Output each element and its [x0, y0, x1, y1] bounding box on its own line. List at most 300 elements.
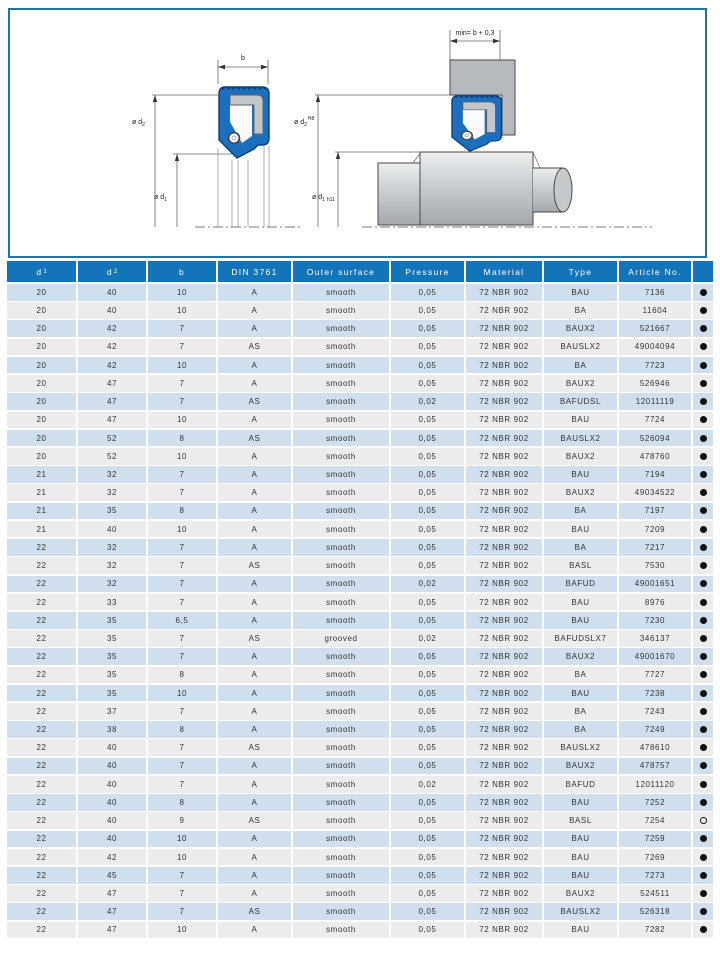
- cell-outer-surface: smooth: [293, 739, 389, 756]
- cell-d2: 40: [78, 284, 146, 301]
- filled-dot-icon: [700, 580, 707, 587]
- cell-b: 10: [148, 284, 216, 301]
- cell-pressure: 0,05: [391, 922, 464, 939]
- filled-dot-icon: [700, 398, 707, 405]
- cell-availability: [693, 831, 713, 848]
- cell-outer-surface: smooth: [293, 831, 389, 848]
- filled-dot-icon: [700, 489, 707, 496]
- dim-min-label: min= b + 0,3: [455, 30, 495, 37]
- cell-availability: [693, 448, 713, 465]
- cell-b: 6,5: [148, 612, 216, 629]
- cell-material: 72 NBR 902: [466, 557, 542, 574]
- table-row: [7, 503, 713, 520]
- cell-type: BAU: [544, 612, 617, 629]
- cell-din-3761: A: [218, 831, 291, 848]
- filled-dot-icon: [700, 872, 707, 879]
- cell-outer-surface: smooth: [293, 375, 389, 392]
- cell-availability: [693, 849, 713, 866]
- cell-pressure: 0,05: [391, 885, 464, 902]
- cell-d1: 20: [7, 284, 76, 301]
- table-row: [7, 448, 713, 465]
- seal-specification-table: [7, 261, 713, 940]
- seal-cross-section: [219, 87, 269, 158]
- cell-d1: 20: [7, 320, 76, 337]
- cell-type: BAUSLX2: [544, 339, 617, 356]
- cell-material: 72 NBR 902: [466, 302, 542, 319]
- cell-d2: 40: [78, 302, 146, 319]
- cell-outer-surface: smooth: [293, 430, 389, 447]
- cell-outer-surface: smooth: [293, 320, 389, 337]
- cell-b: 7: [148, 539, 216, 556]
- cell-material: 72 NBR 902: [466, 375, 542, 392]
- cell-outer-surface: smooth: [293, 776, 389, 793]
- cell-availability: [693, 412, 713, 429]
- cell-b: 9: [148, 812, 216, 829]
- filled-dot-icon: [700, 617, 707, 624]
- cell-din-3761: A: [218, 849, 291, 866]
- filled-dot-icon: [700, 854, 707, 861]
- filled-dot-icon: [700, 890, 707, 897]
- cell-article-no: 7269: [619, 849, 691, 866]
- cell-type: BAFUD: [544, 576, 617, 593]
- table-row: [7, 648, 713, 665]
- cell-din-3761: A: [218, 302, 291, 319]
- cell-article-no: 7136: [619, 284, 691, 301]
- cell-article-no: 7249: [619, 721, 691, 738]
- cell-d1: 20: [7, 393, 76, 410]
- table-row: [7, 484, 713, 501]
- cell-d1: 22: [7, 648, 76, 665]
- cell-outer-surface: smooth: [293, 849, 389, 866]
- cell-article-no: 49004094: [619, 339, 691, 356]
- cell-outer-surface: grooved: [293, 630, 389, 647]
- cell-article-no: 49034522: [619, 484, 691, 501]
- shaft: [378, 152, 572, 225]
- cell-availability: [693, 739, 713, 756]
- table-row: [7, 739, 713, 756]
- filled-dot-icon: [700, 599, 707, 606]
- cell-pressure: 0,05: [391, 758, 464, 775]
- cell-article-no: 11604: [619, 302, 691, 319]
- cell-type: BAU: [544, 849, 617, 866]
- table-row: [7, 302, 713, 319]
- cell-availability: [693, 794, 713, 811]
- cell-d2: 40: [78, 812, 146, 829]
- table-body: [7, 284, 713, 938]
- cell-article-no: 346137: [619, 630, 691, 647]
- cell-d1: 20: [7, 448, 76, 465]
- cell-material: 72 NBR 902: [466, 812, 542, 829]
- seal-drawings: [10, 10, 705, 256]
- cell-b: 8: [148, 667, 216, 684]
- cell-outer-surface: smooth: [293, 284, 389, 301]
- cell-material: 72 NBR 902: [466, 703, 542, 720]
- cell-material: 72 NBR 902: [466, 612, 542, 629]
- cell-availability: [693, 576, 713, 593]
- cell-d2: 40: [78, 776, 146, 793]
- cell-type: BA: [544, 503, 617, 520]
- cell-pressure: 0,05: [391, 667, 464, 684]
- cell-din-3761: AS: [218, 903, 291, 920]
- cell-pressure: 0,05: [391, 557, 464, 574]
- cell-d1: 22: [7, 831, 76, 848]
- cell-type: BA: [544, 539, 617, 556]
- cell-b: 7: [148, 867, 216, 884]
- table-row: [7, 922, 713, 939]
- cell-d1: 22: [7, 630, 76, 647]
- cell-article-no: 7194: [619, 466, 691, 483]
- cell-b: 8: [148, 503, 216, 520]
- cell-material: 72 NBR 902: [466, 667, 542, 684]
- cell-type: BAU: [544, 685, 617, 702]
- cell-d2: 38: [78, 721, 146, 738]
- cell-pressure: 0,05: [391, 484, 464, 501]
- cell-b: 10: [148, 831, 216, 848]
- cell-d2: 40: [78, 831, 146, 848]
- filled-dot-icon: [700, 708, 707, 715]
- cell-pressure: 0,05: [391, 284, 464, 301]
- cell-b: 10: [148, 521, 216, 538]
- cell-availability: [693, 758, 713, 775]
- cell-outer-surface: smooth: [293, 667, 389, 684]
- cell-type: BAU: [544, 831, 617, 848]
- cell-type: BAUX2: [544, 885, 617, 902]
- cell-availability: [693, 430, 713, 447]
- filled-dot-icon: [700, 507, 707, 514]
- cell-b: 7: [148, 576, 216, 593]
- cell-type: BASL: [544, 812, 617, 829]
- cell-d2: 42: [78, 339, 146, 356]
- cell-outer-surface: smooth: [293, 521, 389, 538]
- cell-d1: 22: [7, 867, 76, 884]
- cell-pressure: 0,05: [391, 831, 464, 848]
- table-row: [7, 539, 713, 556]
- cell-article-no: 7727: [619, 667, 691, 684]
- cell-d1: 22: [7, 612, 76, 629]
- cell-article-no: 7724: [619, 412, 691, 429]
- dim-d1-h11-label: ø $d_1$ h11: [312, 194, 335, 203]
- dim-d1-label: ø $d_1$: [154, 194, 167, 203]
- cell-availability: [693, 466, 713, 483]
- cell-pressure: 0,05: [391, 539, 464, 556]
- cell-pressure: 0,02: [391, 576, 464, 593]
- column-header-din-3761: DIN 3761: [218, 261, 291, 282]
- cell-outer-surface: smooth: [293, 812, 389, 829]
- filled-dot-icon: [700, 726, 707, 733]
- table-row: [7, 466, 713, 483]
- cell-type: BAUX2: [544, 448, 617, 465]
- left-seal-drawing: [132, 55, 302, 227]
- cell-din-3761: A: [218, 922, 291, 939]
- cell-d1: 22: [7, 849, 76, 866]
- table-row: [7, 612, 713, 629]
- cell-article-no: 521667: [619, 320, 691, 337]
- cell-b: 8: [148, 721, 216, 738]
- table-row: [7, 667, 713, 684]
- cell-b: 10: [148, 685, 216, 702]
- table-row: [7, 594, 713, 611]
- cell-d1: 22: [7, 776, 76, 793]
- cell-pressure: 0,05: [391, 794, 464, 811]
- cell-din-3761: A: [218, 320, 291, 337]
- dim-b-label: b: [241, 55, 245, 62]
- cell-pressure: 0,05: [391, 339, 464, 356]
- cell-din-3761: A: [218, 448, 291, 465]
- cell-d1: 22: [7, 667, 76, 684]
- cell-d2: 45: [78, 867, 146, 884]
- table-row: [7, 885, 713, 902]
- cell-pressure: 0,05: [391, 648, 464, 665]
- cell-d2: 32: [78, 576, 146, 593]
- cell-type: BA: [544, 721, 617, 738]
- cell-b: 7: [148, 393, 216, 410]
- cell-type: BAU: [544, 922, 617, 939]
- cell-article-no: 7723: [619, 357, 691, 374]
- cell-b: 7: [148, 375, 216, 392]
- cell-material: 72 NBR 902: [466, 412, 542, 429]
- cell-d1: 22: [7, 794, 76, 811]
- filled-dot-icon: [700, 653, 707, 660]
- cell-article-no: 7254: [619, 812, 691, 829]
- cell-article-no: 524511: [619, 885, 691, 902]
- cell-type: BAUX2: [544, 758, 617, 775]
- filled-dot-icon: [700, 908, 707, 915]
- cell-type: BAUSLX2: [544, 739, 617, 756]
- cell-d1: 22: [7, 721, 76, 738]
- cell-d2: 40: [78, 794, 146, 811]
- filled-dot-icon: [700, 471, 707, 478]
- cell-d2: 35: [78, 667, 146, 684]
- filled-dot-icon: [700, 325, 707, 332]
- cell-outer-surface: smooth: [293, 302, 389, 319]
- cell-material: 72 NBR 902: [466, 357, 542, 374]
- cell-availability: [693, 393, 713, 410]
- cell-availability: [693, 284, 713, 301]
- cell-type: BAU: [544, 284, 617, 301]
- cell-article-no: 8976: [619, 594, 691, 611]
- cell-availability: [693, 630, 713, 647]
- column-header-type: Type: [544, 261, 617, 282]
- cell-material: 72 NBR 902: [466, 339, 542, 356]
- cell-d2: 47: [78, 885, 146, 902]
- cell-availability: [693, 648, 713, 665]
- cell-material: 72 NBR 902: [466, 885, 542, 902]
- cell-din-3761: A: [218, 576, 291, 593]
- cell-type: BAUX2: [544, 648, 617, 665]
- cell-din-3761: AS: [218, 430, 291, 447]
- cell-type: BAU: [544, 594, 617, 611]
- cell-b: 10: [148, 849, 216, 866]
- cell-d2: 35: [78, 612, 146, 629]
- cell-outer-surface: smooth: [293, 612, 389, 629]
- cell-availability: [693, 667, 713, 684]
- cell-din-3761: A: [218, 357, 291, 374]
- cell-d1: 22: [7, 922, 76, 939]
- cell-d2: 47: [78, 375, 146, 392]
- cell-article-no: 7243: [619, 703, 691, 720]
- column-header-pressure: Pressure: [391, 261, 464, 282]
- column-header-b: b: [148, 261, 216, 282]
- cell-din-3761: A: [218, 667, 291, 684]
- cell-material: 72 NBR 902: [466, 393, 542, 410]
- cell-din-3761: A: [218, 721, 291, 738]
- filled-dot-icon: [700, 671, 707, 678]
- cell-availability: [693, 375, 713, 392]
- cell-b: 7: [148, 758, 216, 775]
- cell-outer-surface: smooth: [293, 539, 389, 556]
- cell-din-3761: AS: [218, 630, 291, 647]
- filled-dot-icon: [700, 289, 707, 296]
- cell-availability: [693, 703, 713, 720]
- table-row: [7, 849, 713, 866]
- cell-availability: [693, 484, 713, 501]
- table-header-row: [7, 261, 713, 282]
- cell-b: 10: [148, 448, 216, 465]
- table-row: [7, 685, 713, 702]
- cell-din-3761: A: [218, 594, 291, 611]
- cell-material: 72 NBR 902: [466, 594, 542, 611]
- cell-din-3761: A: [218, 758, 291, 775]
- cell-b: 8: [148, 430, 216, 447]
- cell-outer-surface: smooth: [293, 393, 389, 410]
- cell-d2: 32: [78, 539, 146, 556]
- cell-b: 10: [148, 922, 216, 939]
- cell-material: 72 NBR 902: [466, 867, 542, 884]
- technical-drawing-panel: [8, 8, 707, 258]
- filled-dot-icon: [700, 762, 707, 769]
- cell-article-no: 7230: [619, 612, 691, 629]
- filled-dot-icon: [700, 526, 707, 533]
- cell-pressure: 0,05: [391, 503, 464, 520]
- cell-d2: 32: [78, 557, 146, 574]
- cell-d1: 22: [7, 576, 76, 593]
- dim-d2-h8-label: ø $d_2^{H8}$: [294, 116, 315, 128]
- cell-din-3761: A: [218, 375, 291, 392]
- cell-din-3761: A: [218, 539, 291, 556]
- cell-material: 72 NBR 902: [466, 776, 542, 793]
- table-row: [7, 721, 713, 738]
- cell-outer-surface: smooth: [293, 412, 389, 429]
- cell-d2: 40: [78, 521, 146, 538]
- filled-dot-icon: [700, 453, 707, 460]
- cell-d2: 40: [78, 739, 146, 756]
- cell-din-3761: AS: [218, 812, 291, 829]
- cell-type: BAUSLX2: [544, 903, 617, 920]
- cell-din-3761: A: [218, 284, 291, 301]
- cell-b: 7: [148, 776, 216, 793]
- table-row: [7, 430, 713, 447]
- cell-outer-surface: smooth: [293, 885, 389, 902]
- cell-pressure: 0,05: [391, 302, 464, 319]
- table-row: [7, 867, 713, 884]
- cell-din-3761: A: [218, 648, 291, 665]
- cell-article-no: 478760: [619, 448, 691, 465]
- cell-d1: 20: [7, 430, 76, 447]
- cell-type: BAFUD: [544, 776, 617, 793]
- table-row: [7, 776, 713, 793]
- cell-b: 7: [148, 339, 216, 356]
- cell-availability: [693, 320, 713, 337]
- cell-article-no: 478757: [619, 758, 691, 775]
- cell-outer-surface: smooth: [293, 339, 389, 356]
- filled-dot-icon: [700, 799, 707, 806]
- table-row: [7, 375, 713, 392]
- filled-dot-icon: [700, 307, 707, 314]
- cell-type: BAU: [544, 794, 617, 811]
- cell-b: 7: [148, 739, 216, 756]
- cell-pressure: 0,05: [391, 612, 464, 629]
- cell-b: 10: [148, 357, 216, 374]
- cell-material: 72 NBR 902: [466, 758, 542, 775]
- cell-din-3761: A: [218, 612, 291, 629]
- cell-availability: [693, 776, 713, 793]
- cell-outer-surface: smooth: [293, 466, 389, 483]
- cell-b: 7: [148, 648, 216, 665]
- cell-availability: [693, 685, 713, 702]
- filled-dot-icon: [700, 343, 707, 350]
- cell-d1: 21: [7, 484, 76, 501]
- cell-article-no: 12011119: [619, 393, 691, 410]
- cell-article-no: 49001651: [619, 576, 691, 593]
- cell-pressure: 0,05: [391, 448, 464, 465]
- filled-dot-icon: [700, 926, 707, 933]
- filled-dot-icon: [700, 690, 707, 697]
- cell-article-no: 526946: [619, 375, 691, 392]
- cell-material: 72 NBR 902: [466, 849, 542, 866]
- cell-material: 72 NBR 902: [466, 630, 542, 647]
- column-header-outer-surface: Outer surface: [293, 261, 389, 282]
- cell-material: 72 NBR 902: [466, 448, 542, 465]
- cell-availability: [693, 539, 713, 556]
- cell-d2: 47: [78, 903, 146, 920]
- cell-outer-surface: smooth: [293, 703, 389, 720]
- cell-d1: 20: [7, 357, 76, 374]
- table-row: [7, 393, 713, 410]
- right-installation-drawing: [294, 30, 652, 227]
- table-row: [7, 812, 713, 829]
- cell-material: 72 NBR 902: [466, 648, 542, 665]
- cell-outer-surface: smooth: [293, 685, 389, 702]
- cell-material: 72 NBR 902: [466, 521, 542, 538]
- cell-b: 10: [148, 412, 216, 429]
- cell-availability: [693, 503, 713, 520]
- cell-outer-surface: smooth: [293, 594, 389, 611]
- cell-type: BAUX2: [544, 375, 617, 392]
- cell-b: 7: [148, 557, 216, 574]
- cell-din-3761: A: [218, 503, 291, 520]
- table-row: [7, 576, 713, 593]
- cell-d1: 22: [7, 594, 76, 611]
- cell-din-3761: A: [218, 794, 291, 811]
- cell-type: BAFUDSLX7: [544, 630, 617, 647]
- cell-type: BAU: [544, 867, 617, 884]
- cell-type: BAUX2: [544, 484, 617, 501]
- column-header-material: Material: [466, 261, 542, 282]
- table-row: [7, 630, 713, 647]
- table-row: [7, 339, 713, 356]
- cell-type: BAU: [544, 412, 617, 429]
- cell-material: 72 NBR 902: [466, 466, 542, 483]
- filled-dot-icon: [700, 416, 707, 423]
- cell-b: 7: [148, 594, 216, 611]
- cell-din-3761: A: [218, 867, 291, 884]
- cell-d2: 47: [78, 412, 146, 429]
- cell-din-3761: A: [218, 685, 291, 702]
- cell-d2: 35: [78, 503, 146, 520]
- cell-d2: 35: [78, 648, 146, 665]
- cell-material: 72 NBR 902: [466, 576, 542, 593]
- cell-pressure: 0,05: [391, 849, 464, 866]
